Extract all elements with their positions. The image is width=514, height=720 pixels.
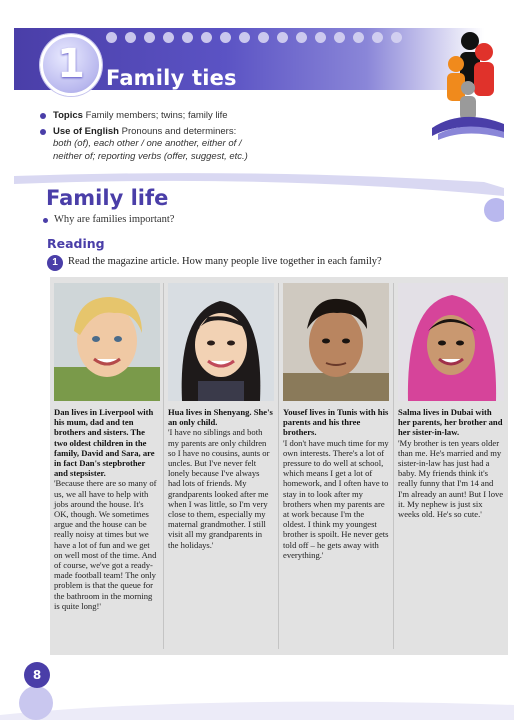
bottom-swoosh [0,655,514,720]
use-of-english-text: Pronouns and determiners: [121,125,237,137]
article-lead-hua: Hua lives in Shenyang. She's an only child. [168,407,273,428]
article-text-dan [54,407,160,611]
article-text-hua [168,407,274,550]
article-lead-dan: Dan lives in Liverpool with his mum, dad and ten brothers and sisters. The two oldest children in the family, David and Sara, are in fact Dan's stepbrother and stepsister. [54,407,155,479]
topics-row [40,110,340,123]
article-column-dan [54,283,160,611]
exercise-number: 1 [47,255,63,271]
exercise-instruction: Read the magazine article. How many people live together in each family? [68,256,382,267]
page-number: 8 [24,662,50,688]
topics-box [40,110,340,163]
magazine-article [50,277,508,655]
article-column-salma [398,283,504,519]
family-icon [412,28,508,148]
article-lead-salma: Salma lives in Dubai with her parents, her brother and her sister-in-law. [398,407,503,438]
article-quote-dan: 'Because there are so many of us, we all have to help with jobs around the house. It's OK, though. We sometimes argue and the house can be really noisy at times but we have a lot of fun and we get on well most of the time. And of course, we've got a ready-made football team! The only problem is that the queue for the bathroom in the morning is quite long!' [54,478,157,611]
section-title: Family life [46,186,169,210]
article-text-salma [398,407,504,519]
photo-hua [168,283,274,401]
article-column-yousef [283,283,389,560]
column-divider [393,283,394,649]
use-of-english-detail-2: neither of; reporting verbs (offer, suggest, etc.) [53,150,248,162]
article-lead-yousef: Yousef lives in Tunis with his parents and his three brothers. [283,407,389,438]
banner-dots [106,32,402,43]
article-column-hua [168,283,274,550]
article-quote-hua: 'I have no siblings and both my parents are only children so I have no cousins, aunts or uncles. But I've never felt lonely because I've always had lots of friends. My grandparents looked after me when I was little, so I'm very close to them, especially my maternal grandmother. I still visit all my grandparents in the holidays.' [168,427,270,550]
reading-heading: Reading [47,236,105,251]
use-of-english-detail-1: both (of), each other / one another, either of / [53,138,242,149]
photo-salma [398,283,504,401]
section-question: Why are families important? [54,214,175,225]
use-of-english-row [40,126,340,164]
article-quote-salma: 'My brother is ten years older than me. He's married and my sister-in-law has just had a baby. My friends think it's really funny that I'm 14 and I'm already an aunt! But I love it. My nephew is just six weeks old. He's so cute.' [398,437,504,520]
unit-number-badge [40,34,102,96]
photo-yousef [283,283,389,401]
topics-text: Family members; twins; family life [85,110,228,121]
photo-dan [54,283,160,401]
column-divider [278,283,279,649]
unit-title: Family ties [106,66,237,90]
article-quote-yousef: 'I don't have much time for my own interests. There's a lot of pressure to do well at school, which means I get a lot of homework, and I often have to stay in to look after my brothers when my parents are at work because I'm the oldest. I think my youngest brother is spoilt. He never gets told off – he gets away with everything.' [283,437,389,560]
column-divider [163,283,164,649]
unit-number: 1 [57,41,85,87]
topics-label: Topics [53,110,83,121]
article-text-yousef [283,407,389,560]
use-of-english-label: Use of English [53,125,119,137]
